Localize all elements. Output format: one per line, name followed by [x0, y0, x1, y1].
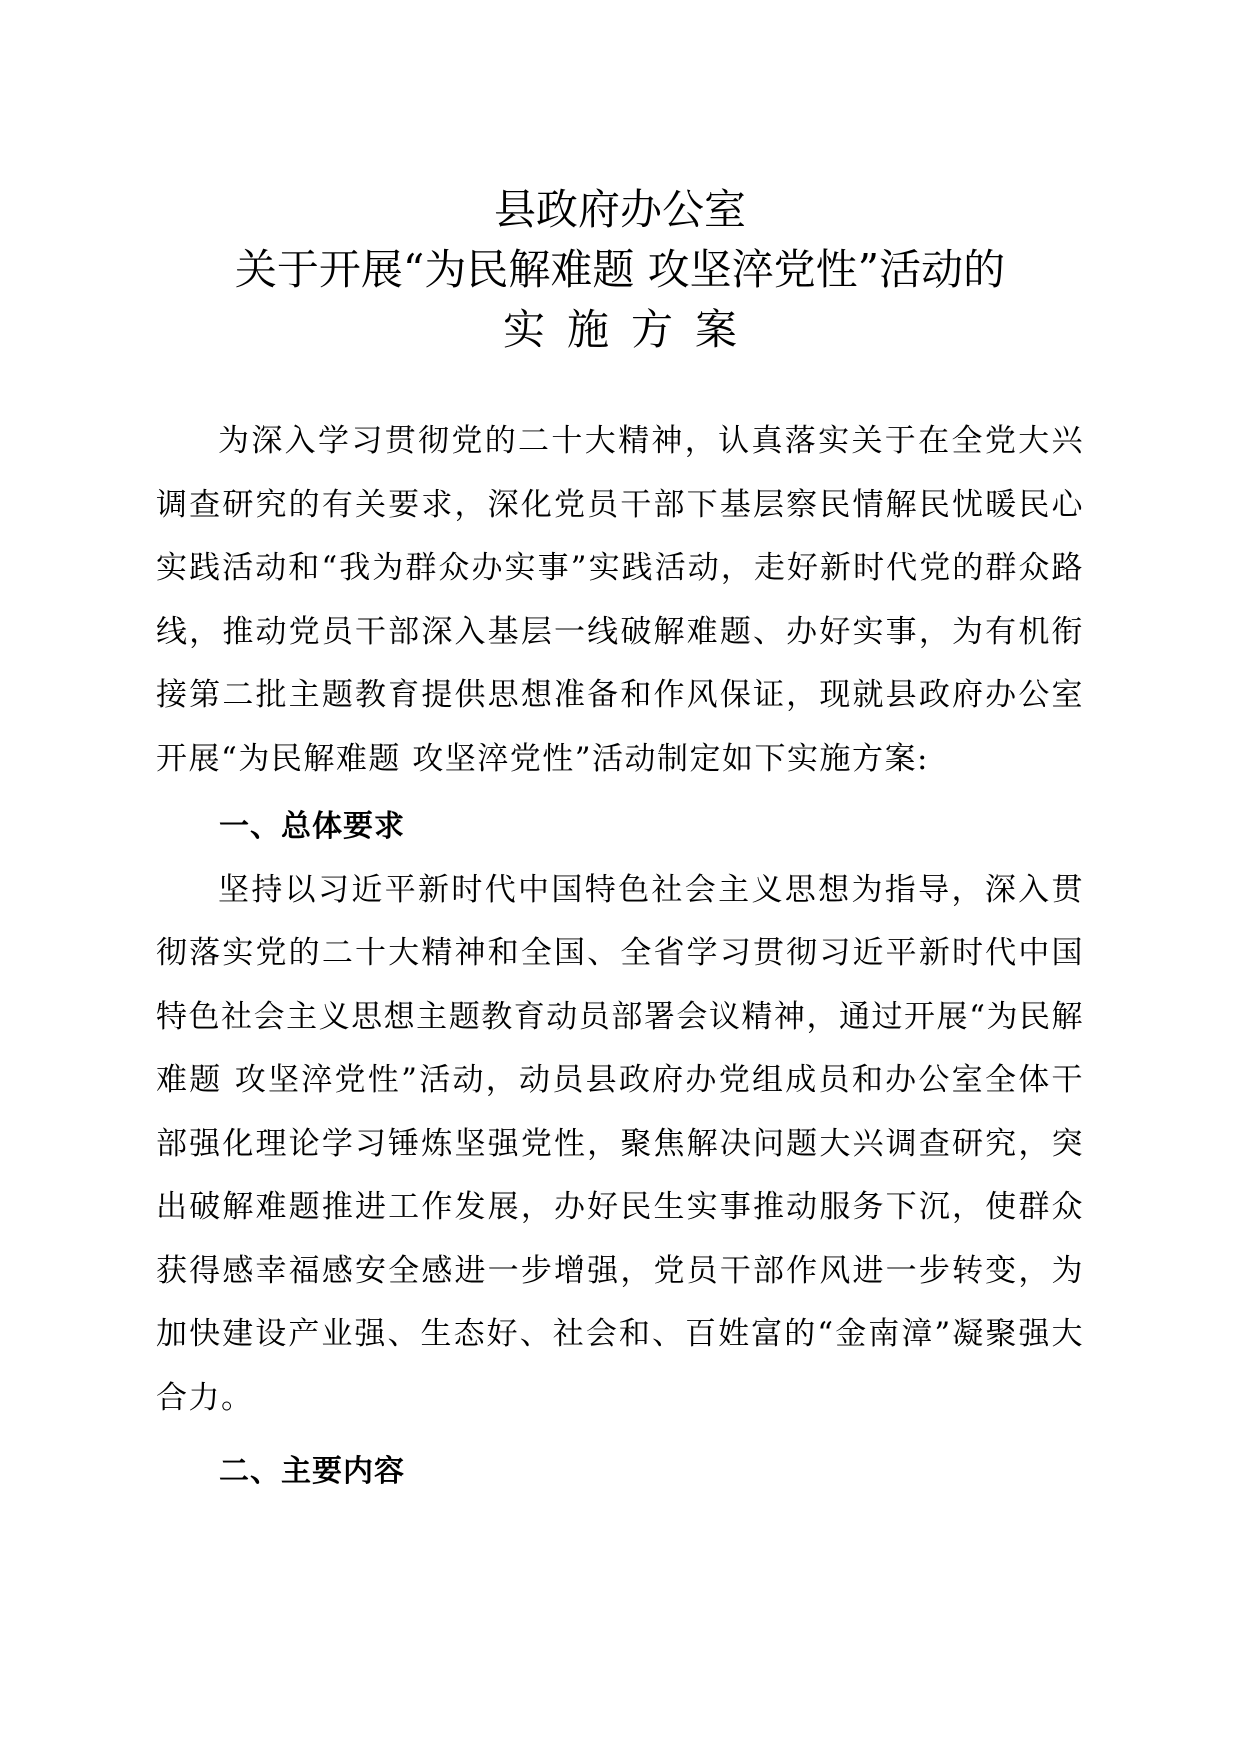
- intro-paragraph: 为深入学习贯彻党的二十大精神，认真落实关于在全党大兴调查研究的有关要求，深化党员干部下基层察民情解民忧暖民心实践活动和“我为群众办实事”实践活动，走好新时代党的群众路线，推动党员干部深入基层一线破解难题、办好实事，为有机衔接第二批主题教育提供思想准备和作风保证，现就县政府办公室开展“为民解难题 攻坚淬党性”活动制定如下实施方案:: [156, 423, 1084, 777]
- section-paragraph-general-requirements: 坚持以习近平新时代中国特色社会主义思想为指导，深入贯彻落实党的二十大精神和全国、全省学习贯彻习近平新时代中国特色社会主义思想主题教育动员部署会议精神，通过开展“为民解难题 攻坚淬党性”活动，动员县政府办党组成员和办公室全体干部强化理论学习锤炼坚强党性，聚焦解决问题大兴调查研究，突出破解难题推进工作发展，办好民生实事推动服务下沉，使群众获得感幸福感安全感进一步增强，党员干部作风进一步转变，为加快建设产业强、生态好、社会和、百姓富的“金南漳”凝聚强大合力。: [156, 871, 1084, 1416]
- title-line-3: 实施方案: [502, 305, 759, 354]
- document-body: [156, 410, 1084, 1504]
- title-line-2: 关于开展“为民解难题 攻坚淬党性”活动的: [234, 245, 1006, 294]
- document-title: [0, 180, 1240, 360]
- title-line-1: 县政府办公室: [493, 185, 746, 234]
- section-heading-main-content: 二、主要内容: [219, 1454, 405, 1489]
- section-heading-general-requirements: 一、总体要求: [219, 809, 405, 844]
